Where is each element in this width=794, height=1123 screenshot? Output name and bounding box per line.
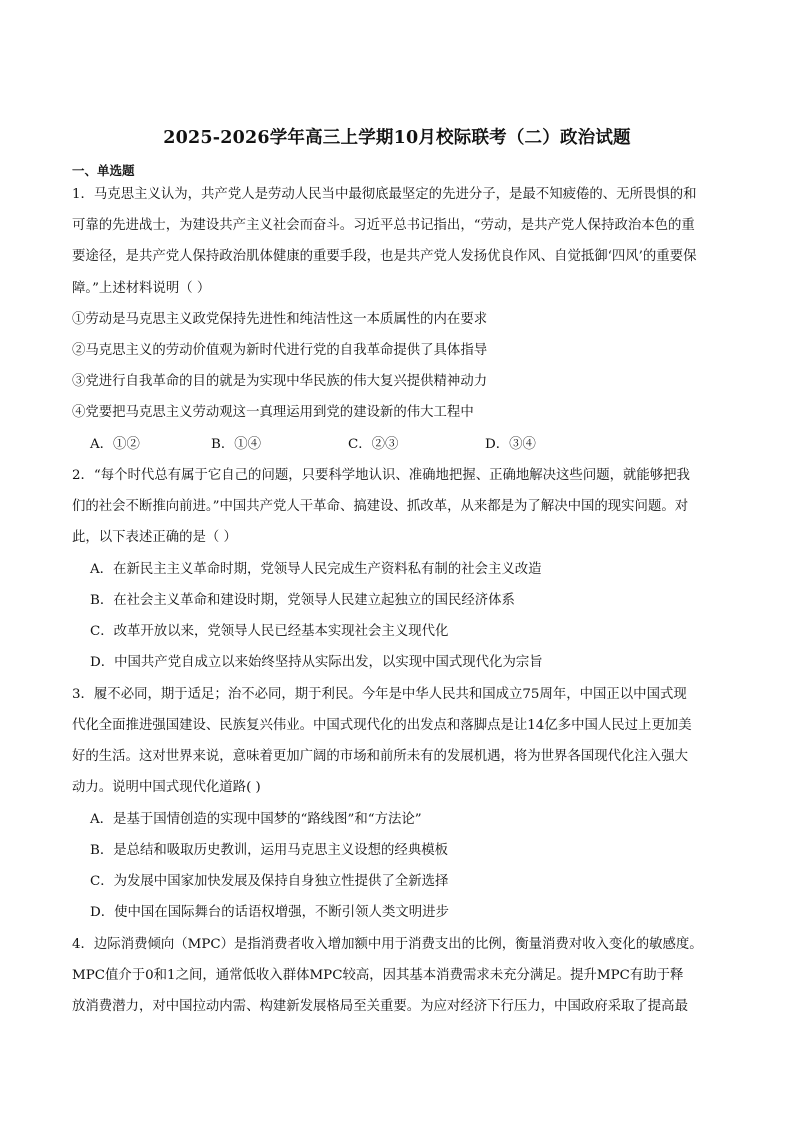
q3-stem-line: 好的生活。这对世界来说，意味着更加广阔的市场和前所未有的发展机遇，将为世界各国现代化注入强大 xyxy=(72,749,688,764)
q3-choice-b: B．是总结和吸取历史教训，运用马克思主义设想的经典模板 xyxy=(90,843,448,858)
page-title: 2025-2026学年高三上学期10月校际联考（二）政治试题 xyxy=(163,128,631,148)
q3-choice-a: A．是基于国情创造的实现中国梦的“路线图”和“方法论” xyxy=(90,812,422,827)
q2-choice-c: C．改革开放以来，党领导人民已经基本实现社会主义现代化 xyxy=(90,624,449,639)
q1-option-b: B．①④ xyxy=(211,437,262,452)
q1-statement: ①劳动是马克思主义政党保持先进性和纯洁性这一本质属性的内在要求 xyxy=(72,312,488,327)
q4-stem-line: 4．边际消费倾向（MPC）是指消费者收入增加额中用于消费支出的比例，衡量消费对收入变化的敏感度。 xyxy=(72,937,703,952)
q2-stem-line: 2．“每个时代总有属于它自己的问题，只要科学地认识、准确地把握、正确地解决这些问题，就能够把我 xyxy=(72,468,690,483)
q3-stem-line: 代化全面推进强国建设、民族复兴伟业。中国式现代化的出发点和落脚点是让14亿多中国人民过上更加美 xyxy=(72,718,692,733)
q3-stem-line: 动力。说明中国式现代化道路( ) xyxy=(72,780,261,795)
q3-stem-line: 3．履不必同，期于适足；治不必同，期于利民。今年是中华人民共和国成立75周年，中国正以中国式现 xyxy=(72,687,687,702)
q1-stem-line: 障。”上述材料说明（ ） xyxy=(72,281,211,296)
q2-choice-a: A．在新民主主义革命时期，党领导人民完成生产资料私有制的社会主义改造 xyxy=(90,562,542,577)
q1-stem-line: 1．马克思主义认为，共产党人是劳动人民当中最彻底最坚定的先进分子，是最不知疲倦的、无所畏惧的和 xyxy=(72,187,697,202)
q1-stem-line: 可靠的先进战士，为建设共产主义社会而奋斗。习近平总书记指出，“劳动，是共产党人保持政治本色的重 xyxy=(72,218,695,233)
q1-options-row xyxy=(90,438,650,454)
q4-stem-line: MPC值介于0和1之间，通常低收入群体MPC较高，因其基本消费需求未充分满足。提升MPC有助于释 xyxy=(72,968,684,983)
q3-choice-c: C．为发展中国家加快发展及保持自身独立性提供了全新选择 xyxy=(90,874,449,889)
q4-stem-line: 放消费潜力，对中国拉动内需、构建新发展格局至关重要。为应对经济下行压力，中国政府采取了提高最 xyxy=(72,999,688,1014)
q2-stem-line: 此，以下表述正确的是（ ） xyxy=(72,530,237,545)
q1-statement: ②马克思主义的劳动价值观为新时代进行党的自我革命提供了具体指导 xyxy=(72,343,488,358)
q3-choice-d: D．使中国在国际舞台的话语权增强，不断引领人类文明进步 xyxy=(90,905,449,920)
q1-stem-line: 要途径，是共产党人保持政治肌体健康的重要手段，也是共产党人发扬优良作风、自觉抵御‘四风’的重要保 xyxy=(72,249,697,264)
q1-option-d: D．③④ xyxy=(485,437,536,452)
q1-option-a: A．①② xyxy=(90,437,140,452)
q2-choice-b: B．在社会主义革命和建设时期，党领导人民建立起独立的国民经济体系 xyxy=(90,593,515,608)
q2-choice-d: D．中国共产党自成立以来始终坚持从实际出发，以实现中国式现代化为宗旨 xyxy=(90,655,543,670)
section-heading: 一、单选题 xyxy=(72,163,135,178)
q1-option-c: C．②③ xyxy=(348,437,399,452)
q2-stem-line: 们的社会不断推向前进。”中国共产党人干革命、搞建设、抓改革，从来都是为了解决中国的现实问题。对 xyxy=(72,499,689,514)
q1-statement: ④党要把马克思主义劳动观这一真理运用到党的建设新的伟大工程中 xyxy=(72,405,474,420)
q1-statement: ③党进行自我革命的目的就是为实现中华民族的伟大复兴提供精神动力 xyxy=(72,374,488,389)
